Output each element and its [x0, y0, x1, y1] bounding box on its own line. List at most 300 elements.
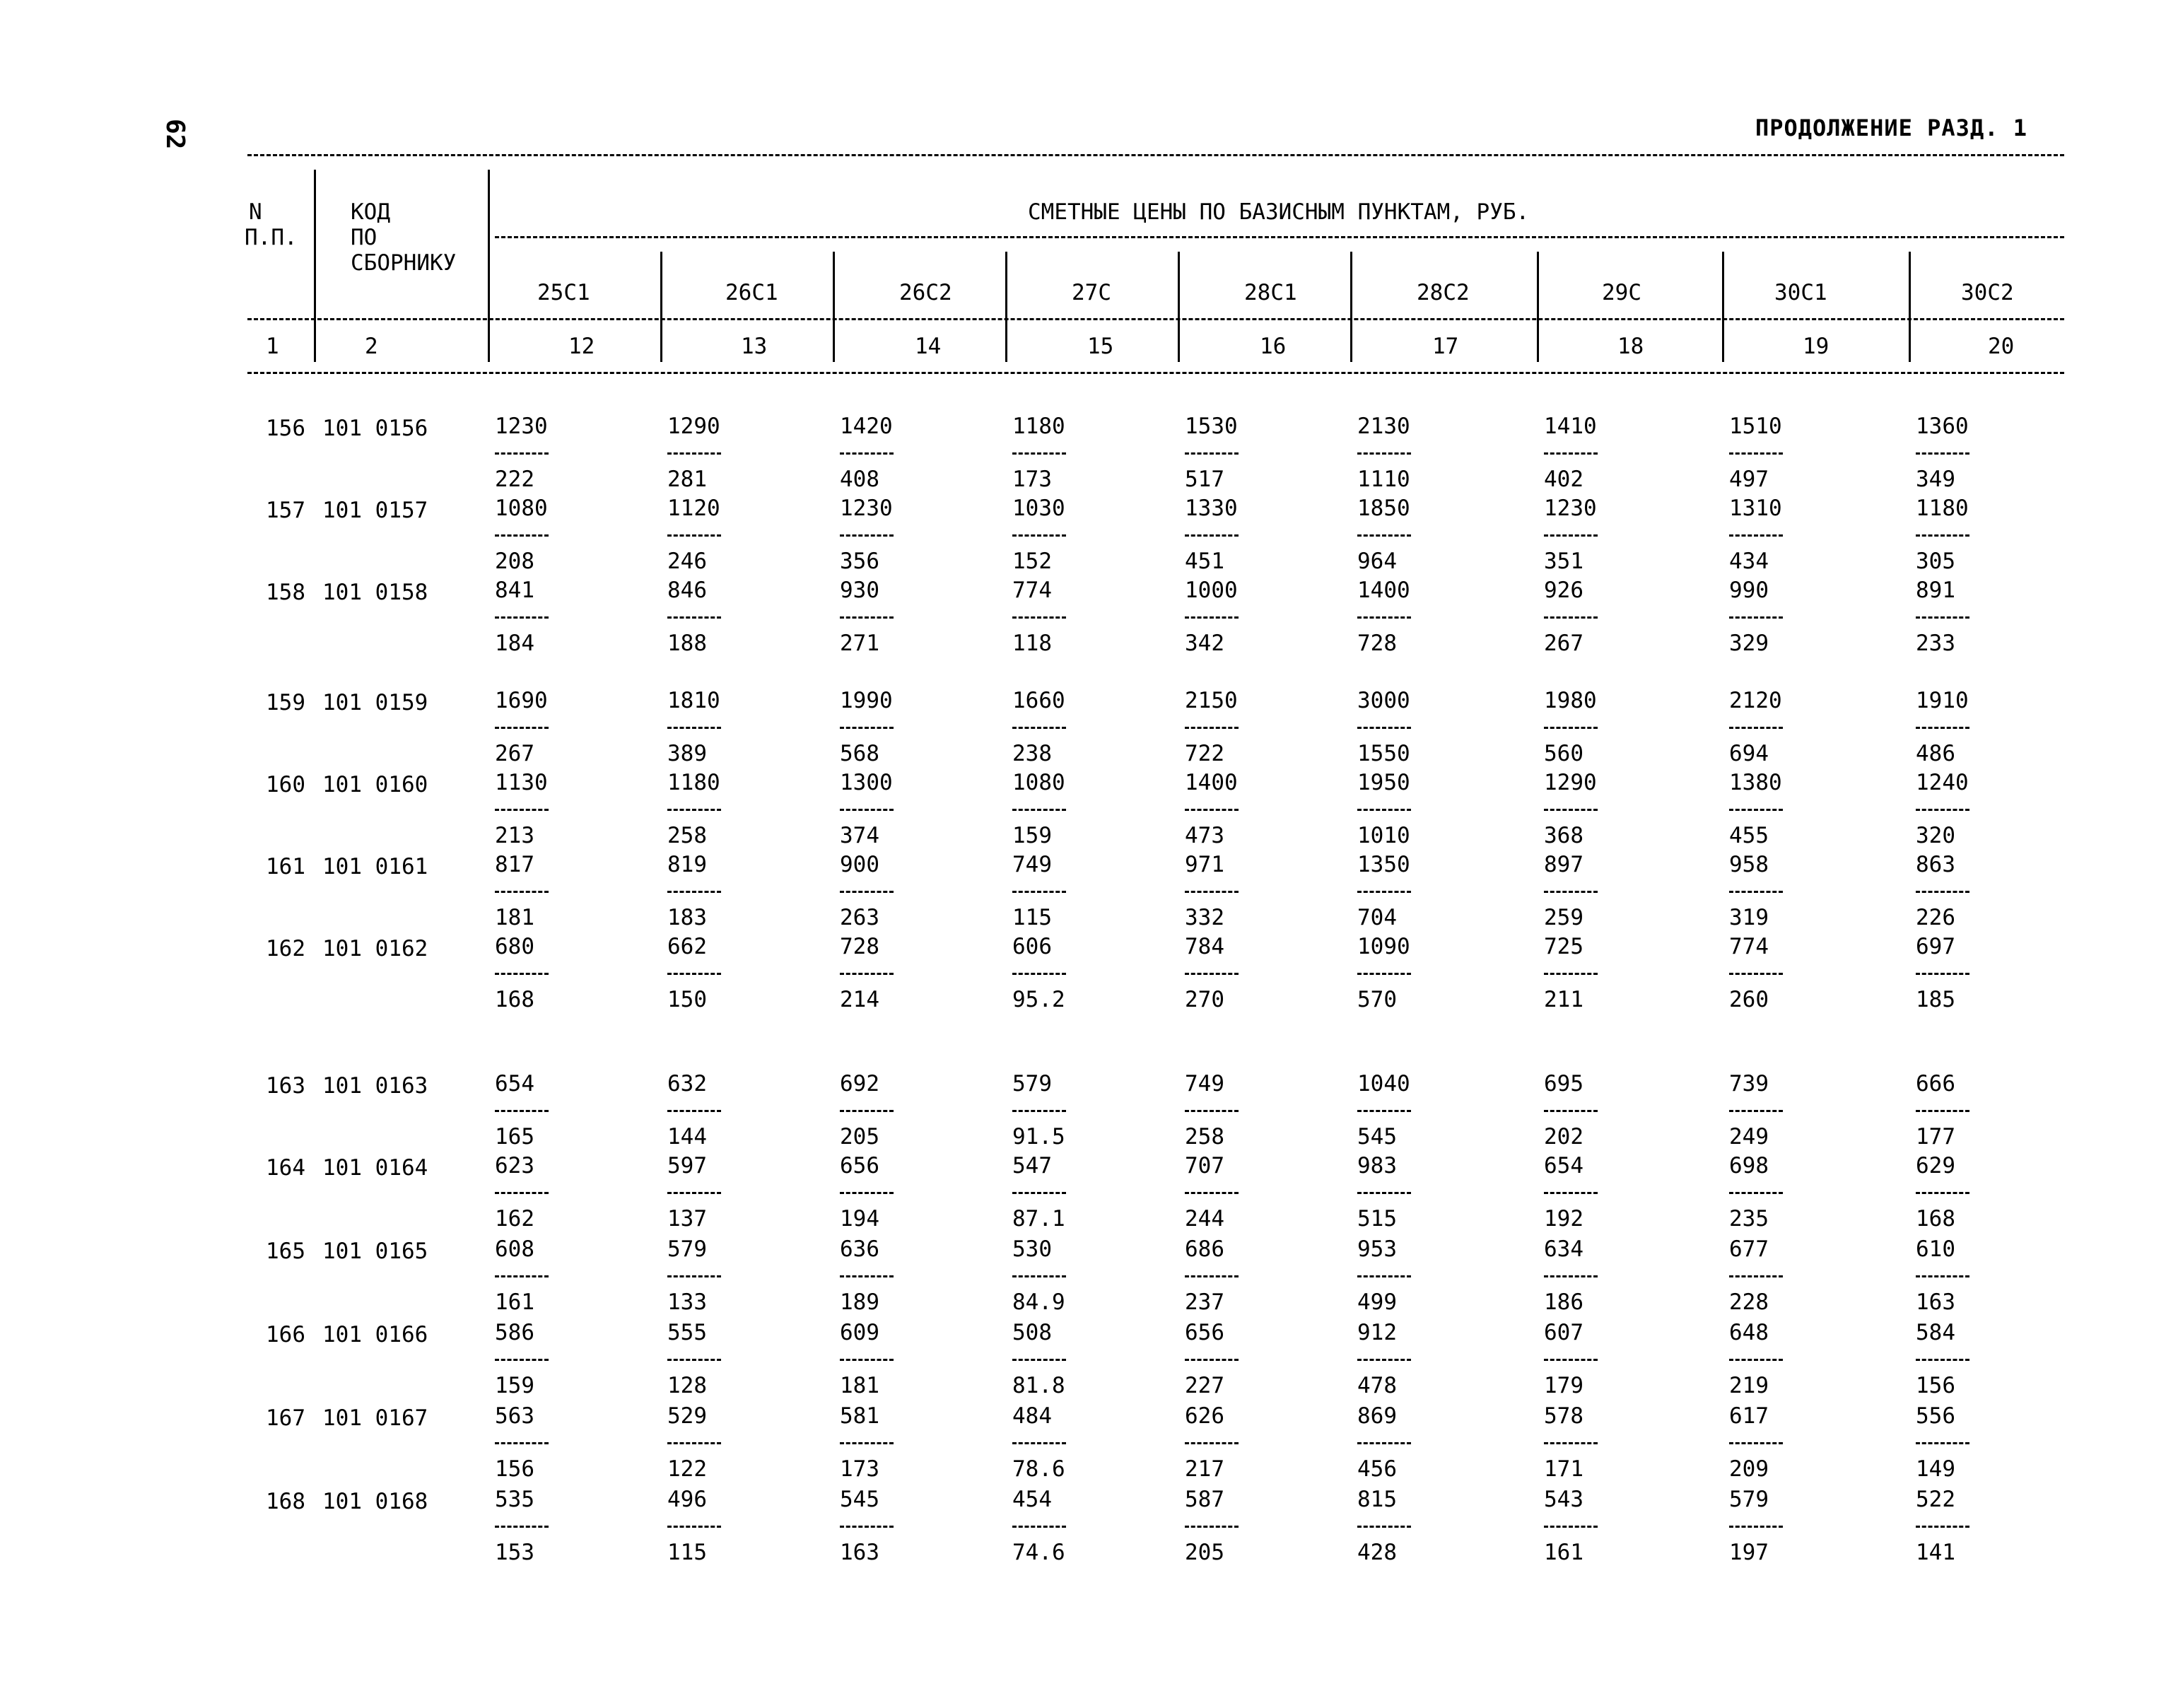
fraction-bar [840, 452, 894, 455]
price-cell [1916, 498, 2015, 573]
col-divider [1722, 252, 1724, 362]
fraction-bar [667, 1526, 721, 1528]
price-component: 228 [1729, 1289, 1769, 1315]
price-cell [840, 580, 939, 655]
price-cell [1544, 854, 1643, 930]
fraction-bar [1357, 452, 1411, 455]
fraction-bar [1729, 1275, 1783, 1277]
price-component: 486 [1916, 741, 1955, 766]
price-total: 728 [840, 934, 879, 959]
price-component: 205 [840, 1124, 879, 1150]
price-component: 222 [495, 467, 534, 492]
price-total: 815 [1357, 1487, 1397, 1512]
fraction-bar [667, 1275, 721, 1277]
price-component: 213 [495, 823, 534, 848]
fraction-bar [1729, 809, 1783, 811]
price-cell [1729, 690, 1828, 766]
price-column-header: 27С [1072, 280, 1111, 305]
column-number: 2 [365, 334, 378, 359]
price-total: 579 [667, 1236, 707, 1262]
price-component: 128 [667, 1373, 707, 1398]
col-divider [314, 170, 316, 362]
price-cell [1012, 580, 1111, 655]
col-divider [1537, 252, 1539, 362]
fraction-bar [1185, 727, 1239, 729]
fraction-bar [1916, 1526, 1969, 1528]
price-total: 1080 [495, 496, 548, 521]
price-cell [1012, 1236, 1111, 1315]
price-component: 694 [1729, 741, 1769, 766]
price-cell [1357, 1073, 1456, 1149]
fraction-bar [1544, 1275, 1598, 1277]
price-component: 456 [1357, 1456, 1397, 1482]
fraction-bar [1916, 1192, 1969, 1194]
price-cell [1012, 1405, 1111, 1481]
price-cell [840, 854, 939, 930]
fraction-bar [1012, 809, 1066, 811]
row-number: 160 [266, 772, 305, 797]
row-code: 101 0160 [322, 772, 428, 797]
price-total: 608 [495, 1236, 534, 1262]
fraction-bar [840, 809, 894, 811]
price-cell [1544, 1236, 1643, 1315]
price-component: 144 [667, 1124, 707, 1150]
price-component: 162 [495, 1206, 534, 1232]
price-cell [1544, 690, 1643, 766]
price-cell [1916, 1236, 2015, 1315]
price-total: 846 [667, 578, 707, 603]
price-total: 1950 [1357, 770, 1410, 795]
price-total: 774 [1012, 578, 1052, 603]
price-component: 163 [840, 1540, 879, 1565]
price-cell [840, 1236, 939, 1315]
fraction-bar [1012, 1442, 1066, 1444]
price-cell [495, 1155, 594, 1231]
price-cell [1185, 854, 1284, 930]
price-component: 351 [1544, 549, 1583, 574]
price-total: 1660 [1012, 688, 1065, 713]
price-total: 953 [1357, 1236, 1397, 1262]
fraction-bar [1544, 452, 1598, 455]
price-total: 1290 [667, 414, 720, 439]
row-code: 101 0167 [322, 1405, 428, 1431]
row-label [263, 498, 428, 523]
price-cell [1357, 1236, 1456, 1315]
fraction-bar [667, 1192, 721, 1194]
price-total: 1850 [1357, 496, 1410, 521]
row-label [263, 1073, 428, 1099]
fraction-bar [1916, 1442, 1969, 1444]
price-cell [1729, 854, 1828, 930]
price-total: 666 [1916, 1071, 1955, 1096]
price-cell [495, 1489, 594, 1564]
fraction-bar [1357, 1192, 1411, 1194]
fraction-bar [1012, 616, 1066, 619]
price-cell [1012, 1489, 1111, 1564]
row-label [263, 1322, 428, 1347]
price-cell [1012, 854, 1111, 930]
row-label [263, 1405, 428, 1431]
price-total: 1420 [840, 414, 893, 439]
row-number: 157 [266, 498, 305, 523]
price-total: 1510 [1729, 414, 1782, 439]
row-number: 165 [266, 1239, 305, 1264]
header-bottom-rule [247, 372, 2064, 374]
price-component: 74.6 [1012, 1540, 1065, 1565]
price-total: 819 [667, 852, 707, 877]
price-component: 517 [1185, 467, 1224, 492]
fraction-bar [495, 1275, 549, 1277]
price-component: 428 [1357, 1540, 1397, 1565]
price-total: 958 [1729, 852, 1769, 877]
price-component: 260 [1729, 987, 1769, 1012]
price-component: 263 [840, 905, 879, 930]
price-total: 1030 [1012, 496, 1065, 521]
price-component: 497 [1729, 467, 1769, 492]
price-component: 249 [1729, 1124, 1769, 1150]
price-component: 545 [1357, 1124, 1397, 1150]
price-total: 656 [1185, 1320, 1224, 1345]
price-cell [840, 936, 939, 1012]
row-number: 168 [266, 1489, 305, 1514]
row-label [263, 936, 428, 961]
price-column-header: 30С1 [1774, 280, 1827, 305]
col-divider [1909, 252, 1911, 362]
row-number: 167 [266, 1405, 305, 1431]
price-cell [1916, 416, 2015, 491]
price-total: 891 [1916, 578, 1955, 603]
price-total: 579 [1729, 1487, 1769, 1512]
price-total: 900 [840, 852, 879, 877]
price-total: 692 [840, 1071, 879, 1096]
price-component: 211 [1544, 987, 1583, 1012]
price-component: 133 [667, 1289, 707, 1315]
price-total: 578 [1544, 1403, 1583, 1429]
price-component: 156 [495, 1456, 534, 1482]
fraction-bar [1012, 1192, 1066, 1194]
row-label [263, 690, 428, 715]
price-cell [1357, 936, 1456, 1012]
price-total: 897 [1544, 852, 1583, 877]
price-component: 115 [1012, 905, 1052, 930]
price-cell [1729, 1236, 1828, 1315]
fraction-bar [1185, 891, 1239, 893]
price-component: 159 [495, 1373, 534, 1398]
col-divider [488, 170, 490, 362]
price-total: 547 [1012, 1153, 1052, 1178]
fraction-bar [1185, 1275, 1239, 1277]
price-component: 374 [840, 823, 879, 848]
price-component: 78.6 [1012, 1456, 1065, 1482]
header-code-label: СБОРНИКУ [351, 250, 457, 276]
fraction-bar [1357, 891, 1411, 893]
price-component: 84.9 [1012, 1289, 1065, 1315]
fraction-bar [1916, 1275, 1969, 1277]
price-component: 168 [1916, 1206, 1955, 1232]
header-code-label: ПО [351, 225, 377, 250]
price-component: 267 [495, 741, 534, 766]
price-total: 1180 [667, 770, 720, 795]
price-total: 841 [495, 578, 534, 603]
price-total: 632 [667, 1071, 707, 1096]
price-component: 161 [495, 1289, 534, 1315]
price-cell [1916, 1155, 2015, 1231]
price-cell [495, 1073, 594, 1149]
fraction-bar [1185, 1442, 1239, 1444]
price-cell [1185, 772, 1284, 848]
price-total: 912 [1357, 1320, 1397, 1345]
price-cell [1916, 854, 2015, 930]
price-cell [1916, 1073, 2015, 1149]
price-cell [1012, 690, 1111, 766]
row-code: 101 0161 [322, 854, 428, 879]
price-total: 1290 [1544, 770, 1597, 795]
price-cell [667, 772, 766, 848]
price-total: 863 [1916, 852, 1955, 877]
row-code: 101 0159 [322, 690, 428, 715]
price-cell [1012, 1155, 1111, 1231]
price-component: 194 [840, 1206, 879, 1232]
fraction-bar [1185, 534, 1239, 537]
row-label [263, 580, 428, 605]
price-total: 926 [1544, 578, 1583, 603]
fraction-bar [667, 1359, 721, 1361]
price-total: 686 [1185, 1236, 1224, 1262]
price-cell [1012, 1073, 1111, 1149]
price-component: 185 [1916, 987, 1955, 1012]
fraction-bar [1357, 1442, 1411, 1444]
price-total: 617 [1729, 1403, 1769, 1429]
price-component: 342 [1185, 631, 1224, 656]
price-total: 610 [1916, 1236, 1955, 1262]
row-number: 159 [266, 690, 305, 715]
price-cell [495, 1236, 594, 1315]
price-component: 186 [1544, 1289, 1583, 1315]
price-total: 1350 [1357, 852, 1410, 877]
price-cell [667, 1073, 766, 1149]
column-number: 16 [1260, 334, 1287, 359]
fraction-bar [1544, 1359, 1598, 1361]
fraction-bar [495, 1110, 549, 1112]
fraction-bar [840, 891, 894, 893]
price-column-header: 28С2 [1417, 280, 1470, 305]
price-total: 1300 [840, 770, 893, 795]
price-cell [1729, 580, 1828, 655]
price-cell [1544, 1322, 1643, 1398]
fraction-bar [495, 452, 549, 455]
column-number: 15 [1087, 334, 1114, 359]
price-cell [667, 936, 766, 1012]
price-component: 728 [1357, 631, 1397, 656]
fraction-bar [1729, 973, 1783, 975]
fraction-bar [840, 1275, 894, 1277]
price-component: 320 [1916, 823, 1955, 848]
column-number: 13 [741, 334, 768, 359]
price-cell [495, 854, 594, 930]
price-component: 704 [1357, 905, 1397, 930]
price-cell [1185, 498, 1284, 573]
price-total: 530 [1012, 1236, 1052, 1262]
fraction-bar [1012, 1275, 1066, 1277]
fraction-bar [1729, 1192, 1783, 1194]
fraction-bar [1729, 727, 1783, 729]
price-cell [1729, 772, 1828, 848]
price-cell [1357, 854, 1456, 930]
price-cell [1012, 498, 1111, 573]
price-total: 597 [667, 1153, 707, 1178]
price-total: 587 [1185, 1487, 1224, 1512]
price-cell [1544, 936, 1643, 1012]
price-cell [840, 1489, 939, 1564]
price-component: 173 [840, 1456, 879, 1482]
fraction-bar [495, 809, 549, 811]
price-total: 484 [1012, 1403, 1052, 1429]
fraction-bar [667, 727, 721, 729]
price-component: 171 [1544, 1456, 1583, 1482]
row-code: 101 0162 [322, 936, 428, 961]
fraction-bar [667, 809, 721, 811]
price-component: 149 [1916, 1456, 1955, 1482]
price-cell [1916, 936, 2015, 1012]
fraction-bar [1012, 452, 1066, 455]
price-total: 817 [495, 852, 534, 877]
price-component: 163 [1916, 1289, 1955, 1315]
price-cell [1185, 1405, 1284, 1481]
price-cell [840, 690, 939, 766]
price-cell [495, 936, 594, 1012]
price-component: 184 [495, 631, 534, 656]
price-total: 1180 [1012, 414, 1065, 439]
col-divider [1350, 252, 1352, 362]
price-total: 654 [495, 1071, 534, 1096]
price-component: 81.8 [1012, 1373, 1065, 1398]
price-total: 749 [1185, 1071, 1224, 1096]
price-total: 454 [1012, 1487, 1052, 1512]
price-component: 1010 [1357, 823, 1410, 848]
fraction-bar [1357, 1359, 1411, 1361]
price-component: 281 [667, 467, 707, 492]
price-total: 1810 [667, 688, 720, 713]
price-total: 1180 [1916, 496, 1969, 521]
fraction-bar [1916, 809, 1969, 811]
price-component: 319 [1729, 905, 1769, 930]
price-cell [1916, 690, 2015, 766]
fraction-bar [1185, 809, 1239, 811]
price-column-header: 25С1 [537, 280, 590, 305]
price-component: 153 [495, 1540, 534, 1565]
price-component: 173 [1012, 467, 1052, 492]
price-cell [495, 772, 594, 848]
price-total: 496 [667, 1487, 707, 1512]
price-cell [1357, 772, 1456, 848]
price-component: 349 [1916, 467, 1955, 492]
price-cell [495, 690, 594, 766]
fraction-bar [667, 452, 721, 455]
price-total: 581 [840, 1403, 879, 1429]
price-total: 1330 [1185, 496, 1238, 521]
price-component: 402 [1544, 467, 1583, 492]
header-mid-rule [247, 318, 2064, 320]
price-total: 607 [1544, 1320, 1583, 1345]
price-component: 156 [1916, 1373, 1955, 1398]
price-total: 629 [1916, 1153, 1955, 1178]
price-component: 964 [1357, 549, 1397, 574]
price-cell [1357, 1489, 1456, 1564]
price-cell [1185, 936, 1284, 1012]
price-cell [1185, 416, 1284, 491]
fraction-bar [667, 891, 721, 893]
fraction-bar [1357, 1110, 1411, 1112]
fraction-bar [1012, 534, 1066, 537]
price-component: 478 [1357, 1373, 1397, 1398]
price-total: 508 [1012, 1320, 1052, 1345]
price-total: 680 [495, 934, 534, 959]
price-component: 473 [1185, 823, 1224, 848]
price-total: 1530 [1185, 414, 1238, 439]
price-total: 1380 [1729, 770, 1782, 795]
fraction-bar [1012, 727, 1066, 729]
row-label [263, 416, 428, 441]
price-component: 499 [1357, 1289, 1397, 1315]
price-column-header: 26С2 [899, 280, 952, 305]
row-label [263, 1489, 428, 1514]
price-total: 563 [495, 1403, 534, 1429]
price-cell [1544, 1405, 1643, 1481]
price-cell [840, 416, 939, 491]
price-component: 219 [1729, 1373, 1769, 1398]
price-component: 515 [1357, 1206, 1397, 1232]
price-total: 2130 [1357, 414, 1410, 439]
price-cell [1185, 1322, 1284, 1398]
price-total: 1360 [1916, 414, 1969, 439]
price-component: 177 [1916, 1124, 1955, 1150]
price-component: 455 [1729, 823, 1769, 848]
price-total: 971 [1185, 852, 1224, 877]
page-number: 62 [160, 119, 189, 150]
price-cell [840, 772, 939, 848]
row-number: 164 [266, 1155, 305, 1181]
price-component: 271 [840, 631, 879, 656]
price-cell [1544, 498, 1643, 573]
price-cell [1729, 1489, 1828, 1564]
row-code: 101 0166 [322, 1322, 428, 1347]
fraction-bar [1185, 616, 1239, 619]
fraction-bar [495, 727, 549, 729]
price-total: 2150 [1185, 688, 1238, 713]
price-component: 560 [1544, 741, 1583, 766]
row-number: 166 [266, 1322, 305, 1347]
price-cell [1544, 1489, 1643, 1564]
price-cell [1916, 1489, 2015, 1564]
price-component: 181 [840, 1373, 879, 1398]
price-cell [1185, 580, 1284, 655]
fraction-bar [1185, 1192, 1239, 1194]
fraction-bar [1729, 1110, 1783, 1112]
price-total: 1080 [1012, 770, 1065, 795]
fraction-bar [667, 534, 721, 537]
price-cell [1012, 772, 1111, 848]
price-cell [1729, 1322, 1828, 1398]
price-total: 1120 [667, 496, 720, 521]
header-group-rule [495, 236, 2064, 238]
fraction-bar [1916, 452, 1969, 455]
price-component: 451 [1185, 549, 1224, 574]
price-total: 3000 [1357, 688, 1410, 713]
price-cell [840, 1073, 939, 1149]
fraction-bar [1357, 809, 1411, 811]
price-cell [1544, 1155, 1643, 1231]
price-cell [1012, 936, 1111, 1012]
